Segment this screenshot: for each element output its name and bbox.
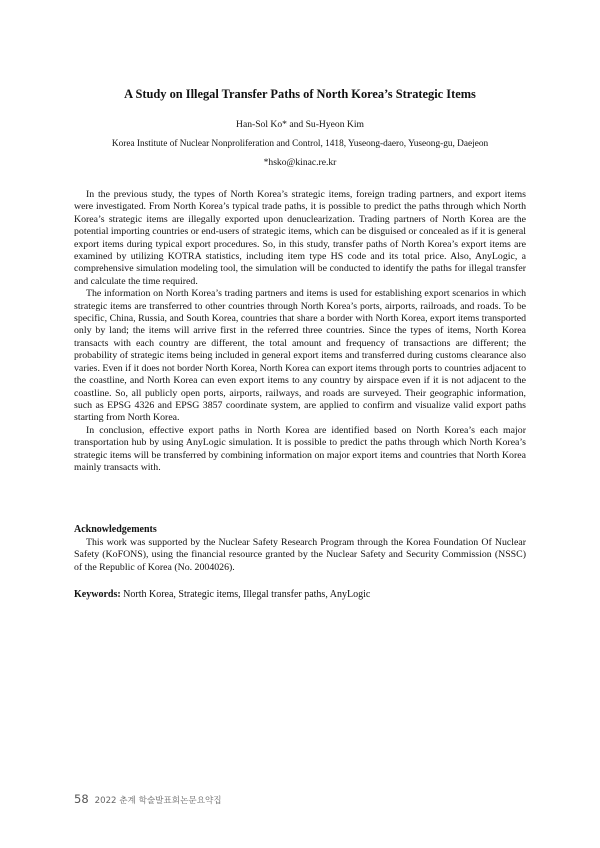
keywords-list: North Korea, Strategic items, Illegal transfer paths, AnyLogic (123, 589, 371, 600)
paper-affiliation: Korea Institute of Nuclear Nonproliferation and Control, 1418, Yuseong-daero, Yuseong-gu, Daejeon (111, 139, 489, 149)
paper-authors: Han-Sol Ko* and Su-Hyeon Kim (236, 119, 364, 130)
acknowledgements-heading: Acknowledgements (74, 524, 157, 535)
page-number: 58 (74, 792, 89, 806)
keywords-label: Keywords: (74, 589, 121, 600)
acknowledgements-text: This work was supported by the Nuclear Safety Research Program through the Korea Foundation Of Nuclear Safety (KoFONS), using the financial resource granted by the Nuclear Safety and Security Commission (NSSC) of the Republic of Korea (No. 2004026). (74, 537, 526, 573)
abstract-body (74, 189, 526, 474)
paper-title: A Study on Illegal Transfer Paths of North Korea’s Strategic Items (124, 87, 476, 101)
body-paragraph-3: In conclusion, effective export paths in North Korea are identified based on North Korea’s each major transportation hub by using AnyLogic simulation. It is possible to predict the paths through which North Korea’s strategic items will be transferred by combining information on major export items and countries that North Korea mainly transacts with. (74, 424, 526, 473)
body-paragraph-2: The information on North Korea’s trading partners and items is used for establishing export scenarios in which strategic items are transferred to other countries through North Korea’s ports, airports, railroads, and roads. To be specific, China, Russia, and South Korea, countries that share a border with North Korea, export items transported only by land; the items will arrive first in the referred three countries. Since the types of items, North Korea transacts with each country are different, the total amount and frequency of transactions are different; the probability of strategic items being included in general export items and transferred during customs clearance also varies. Even if it does not border North Korea, North Korea can export items through ports to countries adjacent to the coastline, and North Korea can even export items to any country by airspace even if it is not adjacent to the coastline. So, all publicly open ports, airports, railways, and roads are surveyed. Their geographic information, such as EPSG 4326 and EPSG 3857 coordinate system, are applied to confirm and visualize valid export paths starting from North Korea. (74, 288, 526, 424)
proceedings-name: 2022 춘계 학술발표회논문요약집 (94, 796, 222, 806)
page-footer (74, 792, 222, 806)
keywords-line (74, 589, 526, 601)
body-paragraph-1: In the previous study, the types of North Korea’s strategic items, foreign trading partners, and export items were investigated. From North Korea’s typical trade paths, it is possible to predict the paths through which North Korea’s strategic items are illegally exported upon denuclearization. Trading partners of North Korea are the potential importing countries or end-users of strategic items, which can be disguised or concealed as if it is general export items during typical export procedures. So, in this study, transfer paths of North Korea’s export items are examined by utilizing KOTRA statistics, including item type HS code and its total price. Also, AnyLogic, a comprehensive simulation modeling tool, the simulation will be conducted to identify the paths for illegal transfer and calculate the time required. (74, 189, 526, 287)
corresponding-email: *hsko@kinac.re.kr (263, 157, 337, 168)
